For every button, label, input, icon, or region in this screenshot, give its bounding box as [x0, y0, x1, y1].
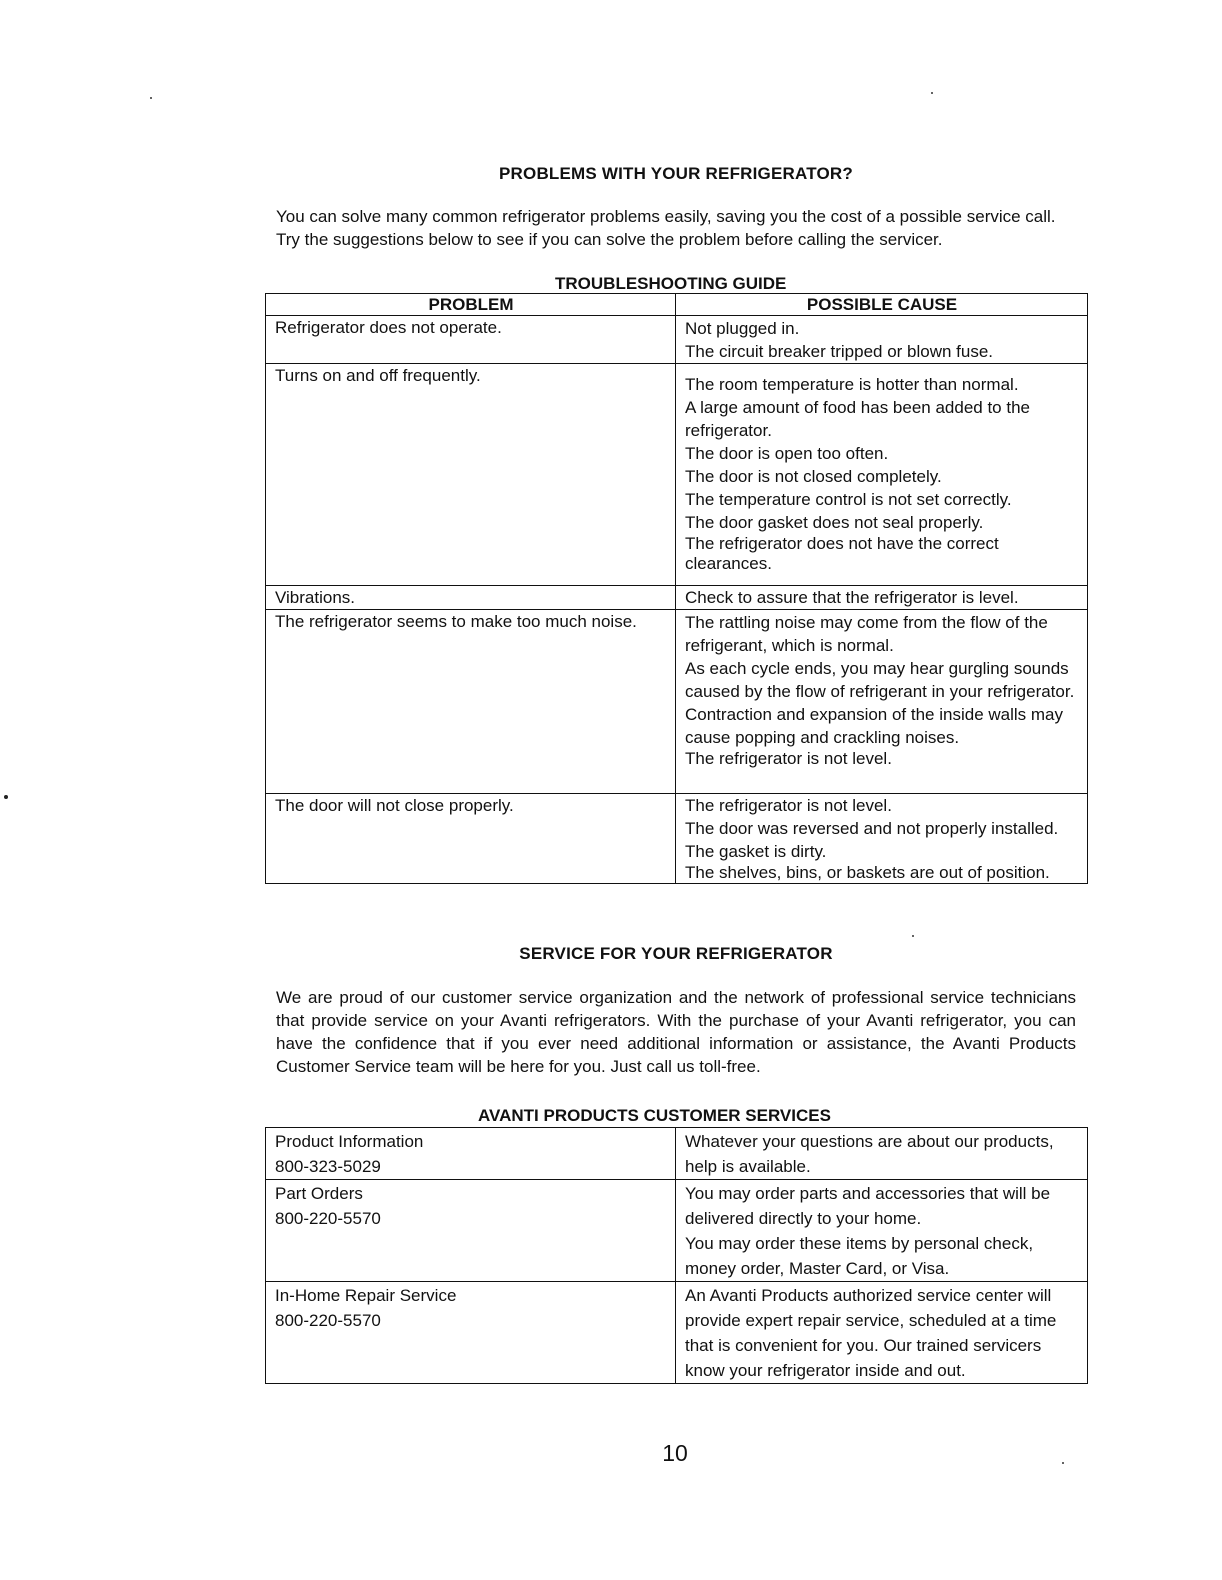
service-name: In-Home Repair Service [275, 1286, 457, 1305]
cause-cell [676, 794, 1088, 884]
cause-line: The circuit breaker tripped or blown fuse. [685, 342, 994, 361]
column-header-possible-cause: POSSIBLE CAUSE [676, 294, 1088, 316]
troubleshooting-heading: PROBLEMS WITH YOUR REFRIGERATOR? [499, 164, 853, 183]
cause-line: The refrigerator does not have the correct clearances. [685, 534, 999, 573]
scan-speck [912, 935, 914, 937]
scan-speck [931, 92, 933, 94]
service-table-title: AVANTI PRODUCTS CUSTOMER SERVICES [478, 1106, 831, 1125]
troubleshooting-table-title: TROUBLESHOOTING GUIDE [555, 274, 787, 293]
service-description: You may order these items by personal check, money order, Master Card, or Visa. [685, 1234, 1034, 1278]
problem-cell: Turns on and off frequently. [266, 364, 676, 586]
table-row [266, 1282, 1088, 1384]
service-description: Whatever your questions are about our products, help is available. [685, 1132, 1054, 1176]
column-header-problem: PROBLEM [266, 294, 676, 316]
cause-line: The shelves, bins, or baskets are out of position. [685, 863, 1050, 882]
cause-line: The door was reversed and not properly installed. [685, 819, 1059, 838]
table-row [266, 316, 1088, 364]
service-name: Product Information [275, 1132, 424, 1151]
cause-line: The rattling noise may come from the flow of the refrigerant, which is normal. [685, 613, 1048, 655]
service-description: An Avanti Products authorized service center will provide expert repair service, scheduled at a time that is convenient for you. Our trained servicers know your refrigerator inside and out. [685, 1286, 1057, 1380]
service-description-cell [676, 1282, 1088, 1384]
table-row [266, 1128, 1088, 1180]
scan-speck [4, 795, 8, 799]
troubleshooting-table [265, 293, 1088, 884]
table-row [266, 586, 1088, 610]
problem-cell: The door will not close properly. [266, 794, 676, 884]
scan-speck [1062, 1462, 1064, 1464]
problem-cell: Vibrations. [266, 586, 676, 610]
service-phone: 800-323-5029 [275, 1157, 381, 1176]
cause-line: The temperature control is not set correctly. [685, 490, 1012, 509]
cause-line: The refrigerator is not level. [685, 749, 892, 768]
cause-line: A large amount of food has been added to the refrigerator. [685, 398, 1030, 440]
service-name: Part Orders [275, 1184, 363, 1203]
table-header-row [266, 294, 1088, 316]
cause-line: Not plugged in. [685, 319, 800, 338]
table-row [266, 610, 1088, 794]
cause-line: As each cycle ends, you may hear gurgling sounds caused by the flow of refrigerant in your refrigerator. [685, 659, 1075, 701]
service-phone: 800-220-5570 [275, 1209, 381, 1228]
problem-cell: Refrigerator does not operate. [266, 316, 676, 364]
service-contact-cell [266, 1282, 676, 1384]
cause-cell [676, 610, 1088, 794]
service-description-cell [676, 1180, 1088, 1282]
cause-line: The gasket is dirty. [685, 842, 827, 861]
problem-cell: The refrigerator seems to make too much noise. [266, 610, 676, 794]
service-contact-cell [266, 1128, 676, 1180]
cause-line: The refrigerator is not level. [685, 796, 892, 815]
cause-cell [676, 316, 1088, 364]
table-row [266, 364, 1088, 586]
service-contact-cell [266, 1180, 676, 1282]
cause-line: The door gasket does not seal properly. [685, 513, 984, 532]
service-description: You may order parts and accessories that will be delivered directly to your home. [685, 1184, 1051, 1228]
cause-cell [676, 364, 1088, 586]
troubleshooting-intro: You can solve many common refrigerator problems easily, saving you the cost of a possible service call. Try the suggestions below to see if you can solve the problem before calling the servicer. [276, 207, 1056, 249]
table-row [266, 794, 1088, 884]
cause-line: The door is not closed completely. [685, 467, 942, 486]
service-intro: We are proud of our customer service organization and the network of professional service technicians that provide service on your Avanti refrigerators. With the purchase of your Avanti refrigerator, you can have the confidence that if you ever need additional information or assistance, the Avanti Products Customer Service team will be here for you. Just call us toll-free. [276, 988, 1076, 1076]
cause-cell: Check to assure that the refrigerator is level. [676, 586, 1088, 610]
service-heading: SERVICE FOR YOUR REFRIGERATOR [519, 944, 833, 963]
cause-line: The room temperature is hotter than normal. [685, 375, 1019, 394]
cause-line: Contraction and expansion of the inside walls may cause popping and crackling noises. [685, 705, 1063, 747]
cause-line: The door is open too often. [685, 444, 889, 463]
scan-speck [150, 97, 152, 99]
table-row [266, 1180, 1088, 1282]
service-phone: 800-220-5570 [275, 1311, 381, 1330]
customer-services-table [265, 1127, 1088, 1384]
page-number: 10 [662, 1440, 688, 1466]
service-description-cell [676, 1128, 1088, 1180]
